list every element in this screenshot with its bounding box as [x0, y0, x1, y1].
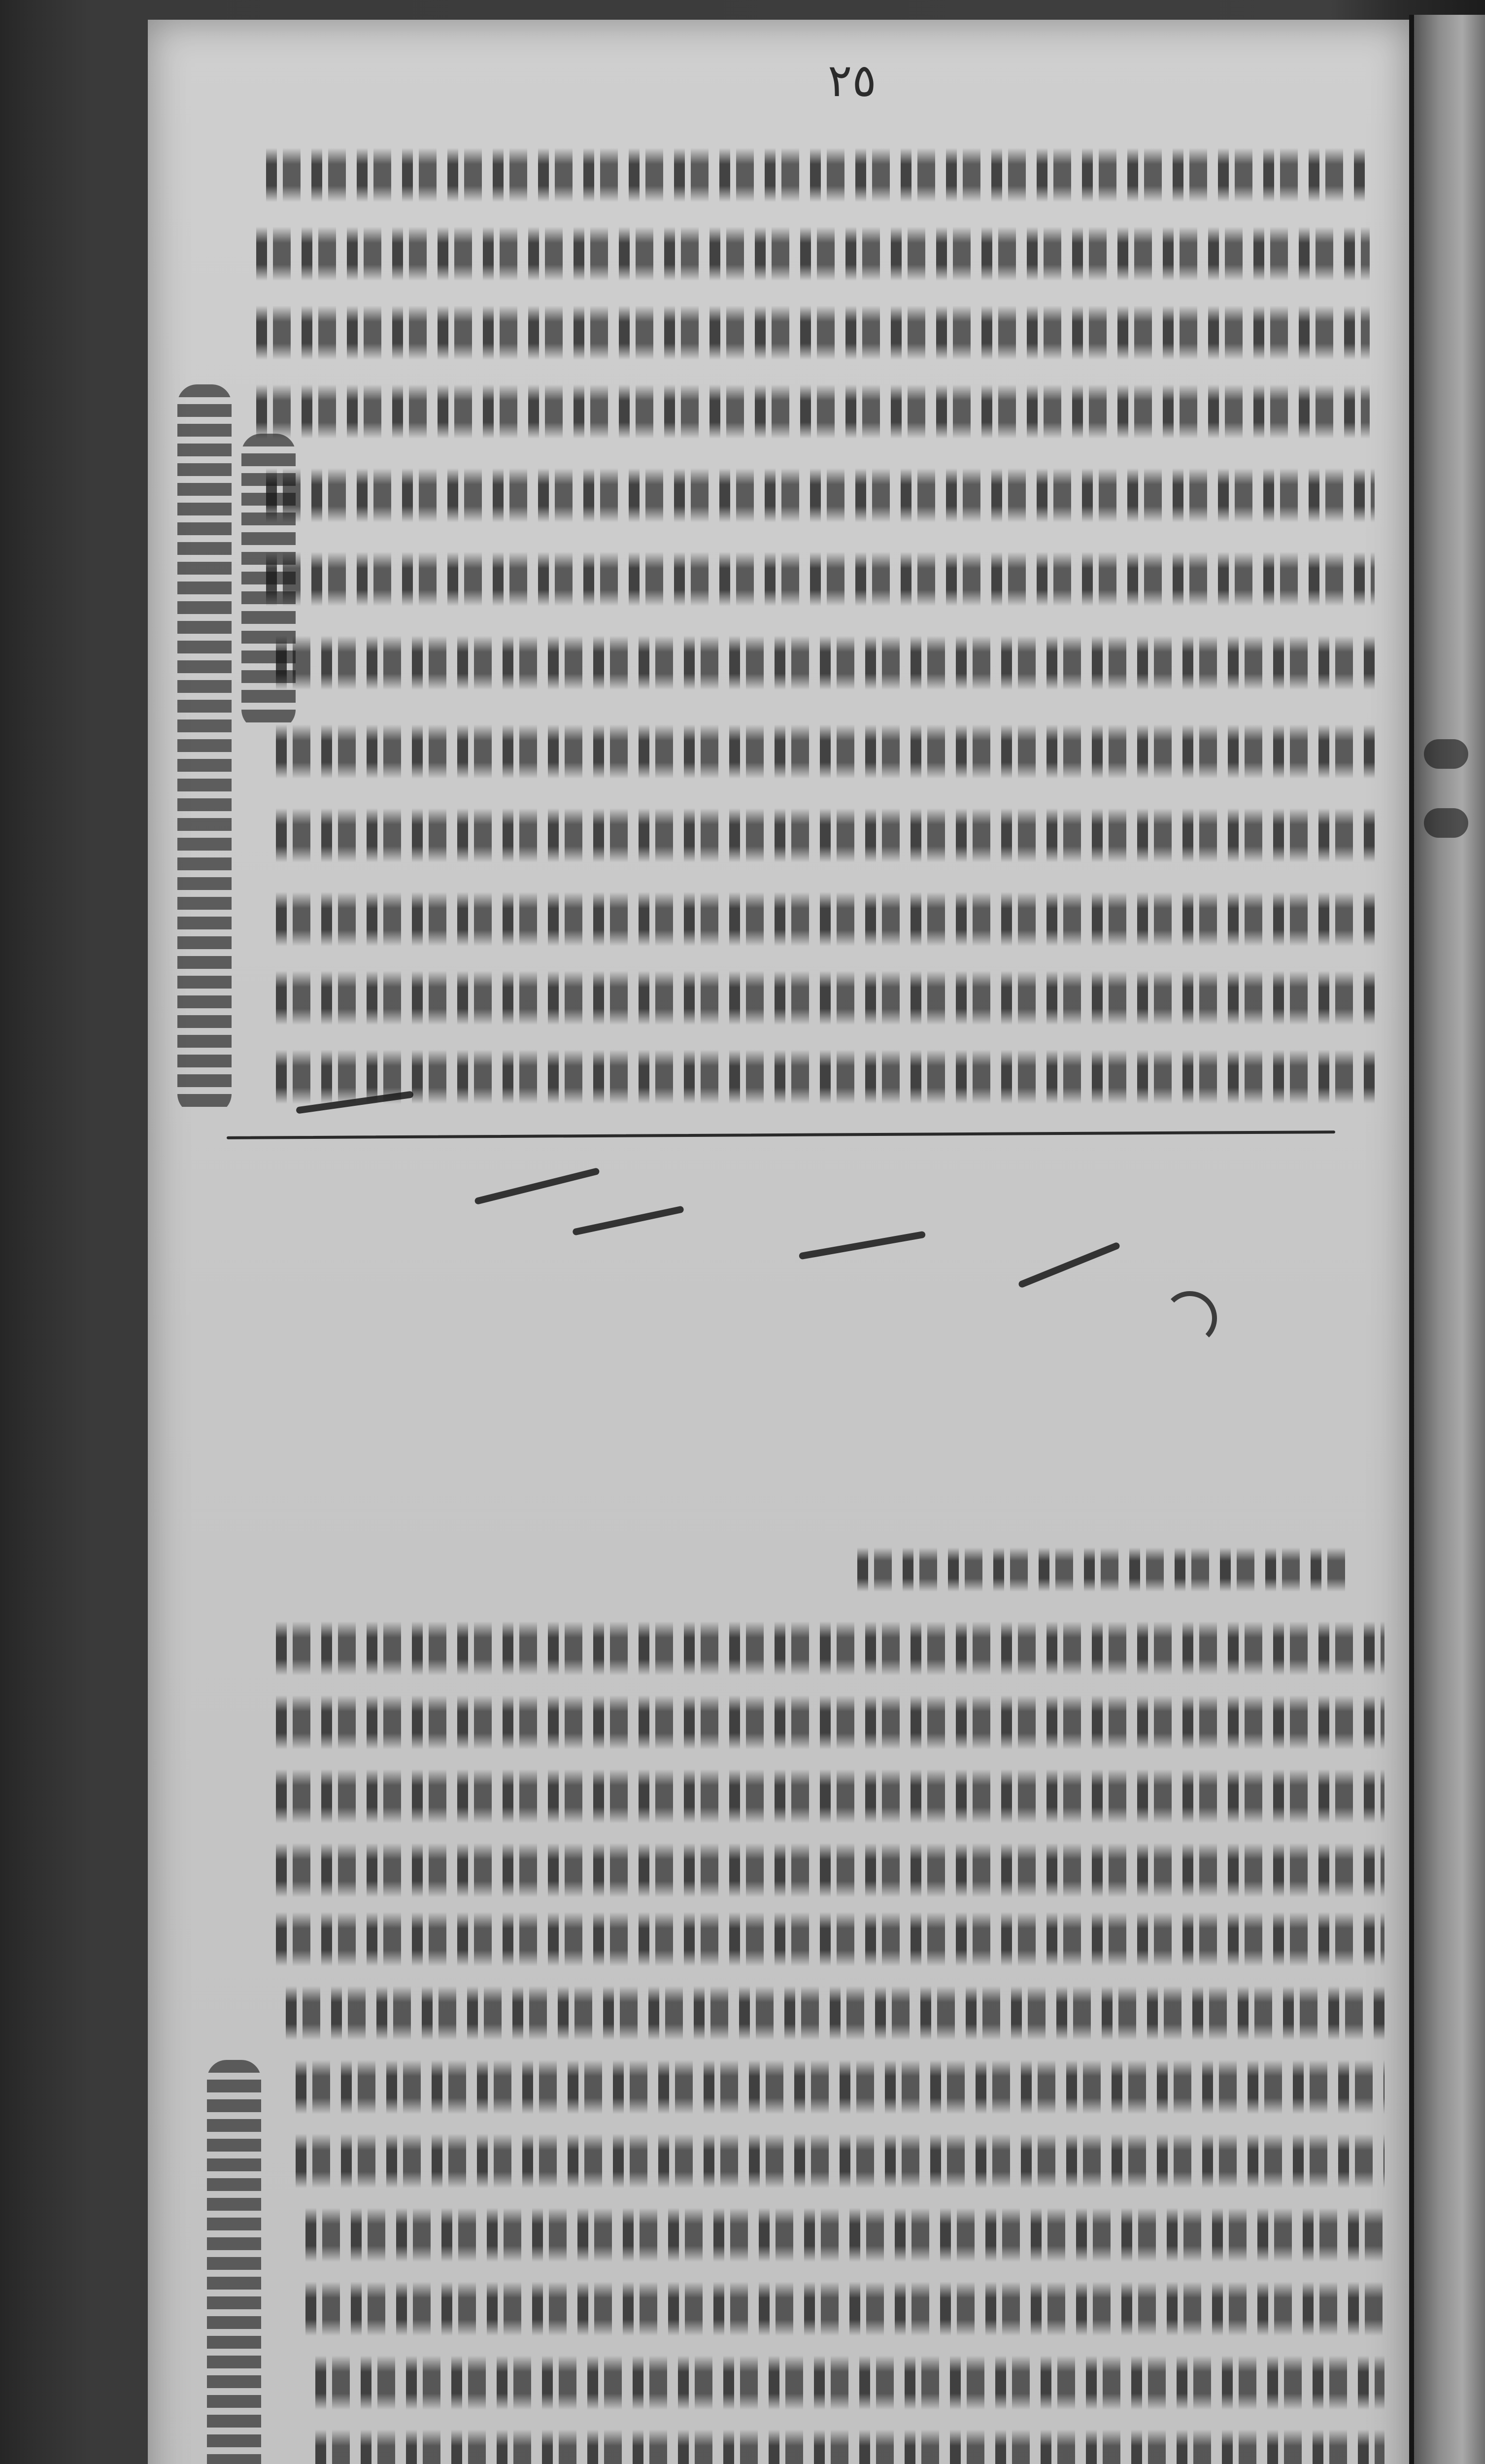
marginal-note-record-1 [177, 384, 232, 1114]
script-line [266, 552, 1375, 606]
script-line [286, 1986, 1384, 2040]
script-line [256, 384, 1370, 439]
facing-page-edge [1409, 15, 1485, 2464]
script-line [276, 1050, 1380, 1104]
script-line [276, 1769, 1384, 1823]
script-line [315, 2356, 1384, 2410]
marginal-note-record-2 [207, 2060, 261, 2464]
script-line [276, 1695, 1384, 1749]
script-line [276, 1843, 1384, 1897]
signature-loop [1163, 1291, 1217, 1345]
script-line [256, 306, 1370, 360]
script-line [256, 227, 1370, 281]
folio-number: ٢٥ [828, 54, 877, 107]
script-line [266, 468, 1375, 522]
script-line [276, 1621, 1384, 1676]
script-line [276, 971, 1380, 1025]
script-line [305, 2282, 1384, 2336]
gutter-shadow [1409, 15, 1414, 2464]
script-line [296, 2134, 1384, 2188]
marginal-note-record-1 [241, 434, 296, 729]
script-line [276, 724, 1375, 779]
script-line [305, 2208, 1384, 2262]
record-2-heading [857, 1547, 1350, 1592]
script-line [276, 636, 1375, 690]
script-line [315, 2430, 1384, 2464]
script-line [276, 808, 1375, 862]
script-line [266, 148, 1365, 202]
script-line [276, 1912, 1384, 1966]
script-line [276, 892, 1375, 946]
facing-page-text-fragment [1424, 808, 1468, 838]
script-line [296, 2060, 1384, 2114]
facing-page-text-fragment [1424, 739, 1468, 769]
